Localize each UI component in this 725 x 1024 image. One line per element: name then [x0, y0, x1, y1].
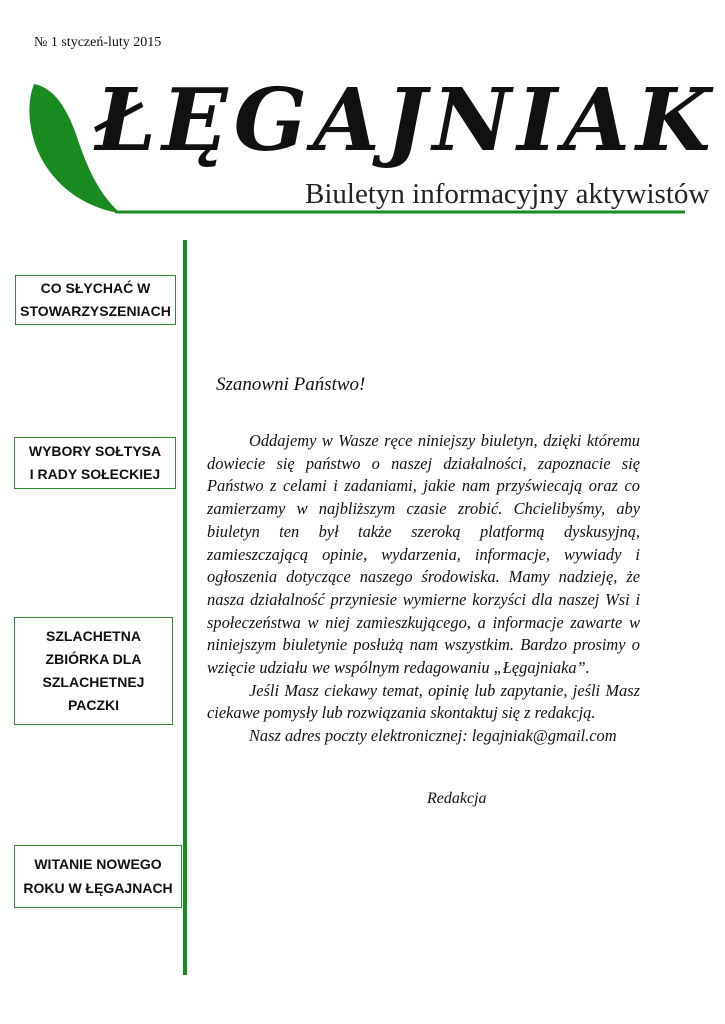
- sidebar-item-news[interactable]: [15, 275, 176, 325]
- masthead-subtitle: Biuletyn informacyjny aktywistów: [305, 178, 710, 210]
- sidebar-item-label: CO SŁYCHAĆ W STOWARZYSZENIACH: [20, 279, 171, 319]
- letter-paragraph: Jeśli Masz ciekawy temat, opinię lub zapytanie, jeśli Masz ciekawe pomysły lub rozwiązania skontaktuj się z redakcją.: [207, 680, 640, 723]
- letter-body: [207, 430, 640, 748]
- sidebar-item-elections[interactable]: [14, 437, 176, 489]
- letter-paragraph: Oddajemy w Wasze ręce niniejszy biuletyn, dzięki któremu dowiecie się państwo o naszej działalności, zapoznacie się Państwo z celami i zadaniami, jakie nam przyświecają oraz co zamierzamy w najbliższym czasie zrobić. Chcielibyśmy, aby biuletyn ten był także szeroką platformą dyskusyjną, zamieszczającą opinie, wydarzenia, informacje, wywiady i ogłoszenia dotyczące naszego środowiska. Mamy nadzieję, że nasza działalność przyniesie wymierne korzyści dla naszej Wsi i społeczeństwa w niej zamieszkującego, a informacje zawarte w niniejszym biuletynie posłużą nam wszystkim. Bardzo prosimy o wzięcie udziału we wspólnym redagowaniu „Łęgajniaka”.: [207, 431, 640, 678]
- masthead-title: ŁĘGAJNIAK: [95, 70, 717, 171]
- sidebar-item-label: SZLACHETNA ZBIÓRKA DLA SZLACHETNEJ PACZKI: [42, 627, 145, 714]
- sidebar-item-label: WYBORY SOŁTYSA I RADY SOŁECKIEJ: [28, 442, 162, 482]
- letter-signature: Redakcja: [427, 790, 487, 807]
- sidebar-item-new-year[interactable]: [14, 845, 182, 908]
- column-divider: [183, 240, 187, 975]
- issue-number: № 1 styczeń-luty 2015: [34, 35, 162, 50]
- sidebar-item-charity[interactable]: [14, 617, 173, 725]
- sidebar-item-label: WITANIE NOWEGO ROKU W ŁĘGAJNACH: [23, 856, 173, 896]
- letter-greeting: Szanowni Państwo!: [216, 374, 366, 395]
- letter-paragraph: Nasz adres poczty elektronicznej: legajniak@gmail.com: [249, 726, 617, 746]
